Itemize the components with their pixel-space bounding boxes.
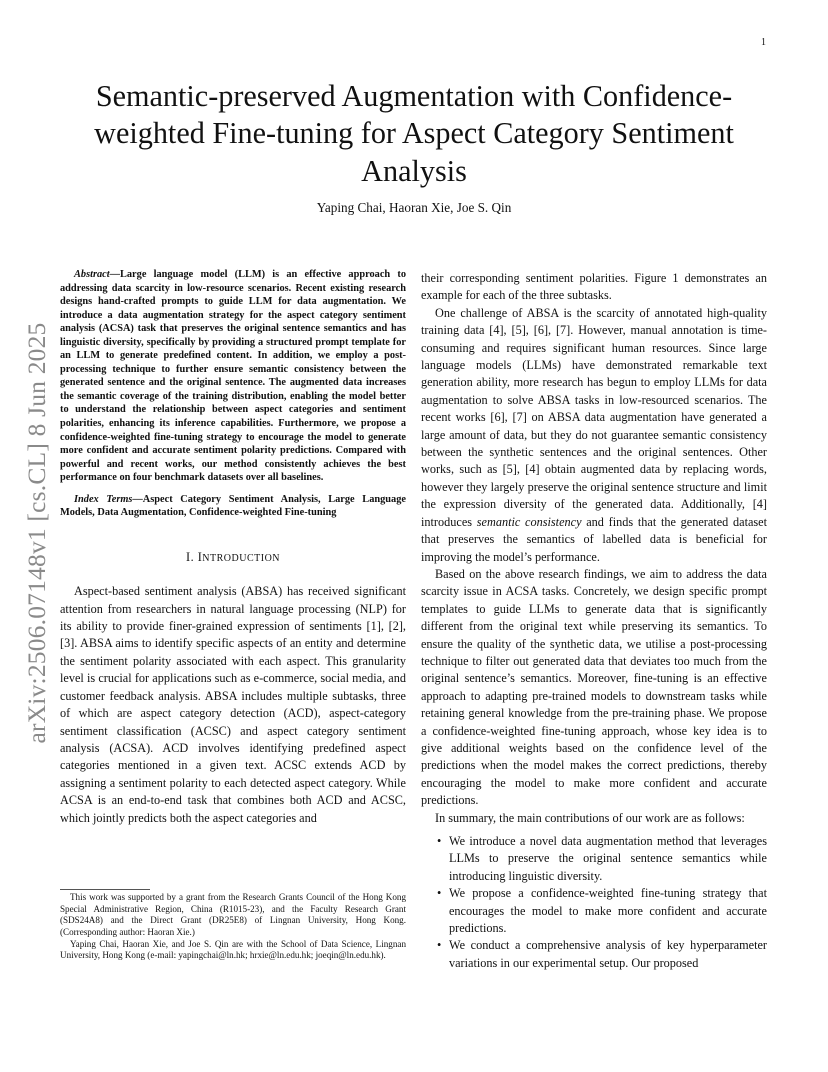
- intro-paragraph: Aspect-based sentiment analysis (ABSA) has received significant attention from researchers in natural language processing (NLP) for its ability to provide finer-grained expression of sentiments [1], [2], [3]. ABSA aims to identify specific aspects of an entity and determine the sentiment polarity associated with each aspect. This granularity level is crucial for applications such as e-commerce, social media, and customer feedback analysis. ABSA includes multiple subtasks, three of which are aspect category detection (ACD), aspect-category sentiment classification (ACSC) and aspect category sentiment analysis (ACSA). ACD involves identifying predefined aspect categories mentioned in a given text. ACSC extends ACD by assigning a sentiment polarity to each detected aspect category. While ACSA is an end-to-end task that combines both ACD and ACSC, which jointly predicts both the aspect categories and: [60, 584, 406, 825]
- arxiv-identifier-text: arXiv:2506.07148v1 [cs.CL] 8 Jun 2025: [22, 322, 51, 744]
- list-item-text: We conduct a comprehensive analysis of key hyperparameter variations in our experimental setup. Our proposed: [449, 938, 767, 970]
- list-item-text: We introduce a novel data augmentation method that leverages LLMs to preserve the original sentence semantics while introducing linguistic diversity.: [449, 834, 767, 883]
- section-title-rest: NTRODUCTION: [202, 552, 281, 564]
- page-number: 1: [761, 37, 766, 48]
- abstract-text: Large language model (LLM) is an effective approach to addressing data scarcity in low-resource scenarios. Recent existing research designs hand-crafted prompts to guide LLM for data augmentation. We introduce a data augmentation strategy for the aspect category sentiment analysis (ACSA) task that preserves the original sentence semantics and has linguistic diversity, specifically by providing a structured prompt template for an LLM to generate predefined content. In addition, we employ a post-processing technique to further ensure semantic consistency between the generated sentence and the original sentence. The augmented data increases the semantic coverage of the training distribution, enabling the model better to understand the relationship between aspect categories and sentiment polarities, enhancing its inference capabilities. Furthermore, we propose a confidence-weighted fine-tuning strategy to encourage the model to generate more confident and accurate sentiment polarity predictions. Compared with powerful and recent works, our method consistently achieves the best performance on four benchmark datasets over all baselines.: [60, 269, 406, 484]
- body-paragraph-3: Based on the above research findings, we aim to address the data scarcity issue in ACSA tasks. Concretely, we design specific prompt templates to guide LLMs to generate data that is significantly different from the original text while preserving its semantics. To ensure the quality of the synthetic data, we utilise a post-processing technique to filter out generated data that deviates too much from the original sentence’s semantics. Moreover, fine-tuning is an effective approach to adapting pre-trained models to downstream tasks while retaining general knowledge from the pre-training phase. We propose a confidence-weighted fine-tuning approach, whose key idea is to give additional weights based on the confidence level of the predictions when the model makes the correct predictions, thereby encouraging the model to make more confident and accurate predictions.: [421, 566, 767, 808]
- index-terms-label: Index Terms: [74, 493, 133, 505]
- body-paragraph-2: [421, 305, 767, 566]
- body-paragraph-2-text-b: and finds that the generated dataset that preserves the semantics of labelled data is beneficial for improving the model’s performance.: [421, 514, 768, 564]
- index-terms: [60, 493, 406, 520]
- abstract-label: Abstract: [74, 269, 110, 280]
- list-item: [437, 937, 767, 972]
- list-item: [437, 833, 767, 885]
- index-terms-dash: —: [132, 493, 143, 505]
- bullet-icon: •: [437, 886, 442, 901]
- section-heading-introduction: [60, 549, 406, 567]
- body-paragraph-2-emphasis: semantic consistency: [476, 514, 582, 529]
- section-title-initial: I: [197, 549, 203, 564]
- abstract-dash: —: [109, 269, 120, 280]
- paper-authors: Yaping Chai, Haoran Xie, Joe S. Qin: [316, 200, 512, 215]
- footnote-funding: This work was supported by a grant from the Research Grants Council of the Hong Kong Special Administrative Region, China (R1015-23), and the Faculty Research Grant (SDS24A8) and the Direct Grant (DR25E8) of Lingnan University, Hong Kong. (Corresponding author: Haoran Xie.): [60, 892, 406, 937]
- contributions-list: [421, 833, 767, 972]
- body-paragraph-2-text-a: One challenge of ABSA is the scarcity of annotated high-quality training data [4], [5], [6], [7]. However, manual annotation is time-consuming and requires significant human resources. Since large language models (LLMs) have demonstrated remarkable text generation ability, more research has begun to employ LLMs for data augmentation to solve ABSA tasks in low-resourced scenarios. The recent works [6], [7] on ABSA data augmentation have generated a large amount of data, but they do not guarantee semantic consistency between the synthetic sentences and the original sentences. Other works, such as [5], [4] obtain augmented data by replacing words, however they largely preserve the original sentence structure and limit the expression diversity of the generated data. Additionally, [4] introduces: [421, 305, 767, 529]
- paper-title: Semantic-preserved Augmentation with Confidence-weighted Fine-tuning for Aspect Category Sentiment Analysis: [94, 79, 734, 188]
- footnote-affiliation: Yaping Chai, Haoran Xie, and Joe S. Qin are with the School of Data Science, Lingnan University, Hong Kong (e-mail: yapingchai@ln.hk; hrxie@ln.edu.hk; joeqin@ln.edu.hk).: [60, 938, 406, 961]
- index-terms-text: Aspect Category Sentiment Analysis, Large Language Models, Data Augmentation, Confidence-weighted Fine-tuning: [60, 493, 406, 519]
- right-column: [421, 270, 767, 972]
- body-paragraph-1: their corresponding sentiment polarities. Figure 1 demonstrates an example for each of the three subtasks.: [421, 271, 767, 303]
- left-column: [60, 268, 406, 827]
- list-item-text: We propose a confidence-weighted fine-tuning strategy that encourages the model to make more confident and accurate predictions.: [449, 886, 767, 936]
- list-item: [437, 885, 767, 937]
- bullet-icon: •: [437, 834, 442, 848]
- arxiv-identifier-stamp: [22, 298, 52, 768]
- body-paragraph-4: In summary, the main contributions of our work are as follows:: [435, 810, 745, 825]
- section-number: I.: [185, 549, 198, 564]
- bullet-icon: •: [437, 938, 442, 953]
- abstract: [60, 268, 406, 485]
- footnotes: [60, 892, 406, 962]
- footnote-divider: [60, 889, 150, 890]
